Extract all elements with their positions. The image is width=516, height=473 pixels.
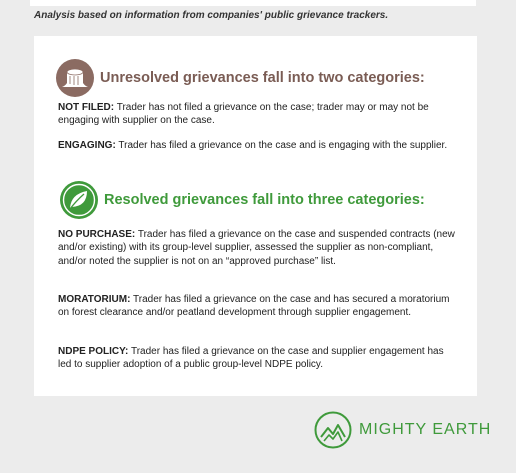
item-term: ENGAGING: (58, 140, 116, 151)
moratorium-item (58, 293, 458, 320)
item-term: MORATORIUM: (58, 294, 131, 305)
no-purchase-item (58, 228, 458, 268)
not-filed-item (58, 101, 458, 128)
mighty-earth-logo (314, 411, 491, 449)
resolved-heading-text: Resolved grievances fall into three categories: (104, 192, 425, 208)
engaging-item (58, 139, 458, 152)
leaf-icon (60, 181, 98, 219)
item-term: NO PURCHASE: (58, 229, 136, 240)
caption: Analysis based on information from companies' public grievance trackers. (34, 10, 389, 21)
unresolved-heading-text: Unresolved grievances fall into two categories: (100, 70, 425, 86)
top-strip (30, 0, 476, 6)
content-card (34, 36, 477, 396)
tree-stump-icon (56, 59, 94, 97)
item-term: NDPE POLICY: (58, 346, 129, 357)
item-text: Trader has filed a grievance on the case and is engaging with the supplier. (115, 140, 448, 151)
item-text: Trader has filed a grievance on the case and has secured a moratorium on forest clearance and/or peatland development through supplier engagement. (58, 294, 450, 319)
item-text: Trader has not filed a grievance on the case; trader may or may not be engaging with supplier on the case. (58, 102, 429, 127)
resolved-heading (60, 181, 425, 219)
item-text: Trader has filed a grievance on the case and suspended contracts (new and/or existing) with its group-level supplier, assessed the supplier as non-compliant, and/or noted the supplier is not on an “approved purchase” list. (58, 229, 455, 267)
ndpe-policy-item (58, 345, 458, 372)
mountain-logo-icon (314, 411, 352, 449)
item-term: NOT FILED: (58, 102, 115, 113)
unresolved-heading (56, 59, 425, 97)
item-text: Trader has filed a grievance on the case and supplier engagement has led to supplier adoption of a public group-level NDPE policy. (58, 346, 444, 371)
brand-name: MIGHTY EARTH (359, 421, 492, 438)
